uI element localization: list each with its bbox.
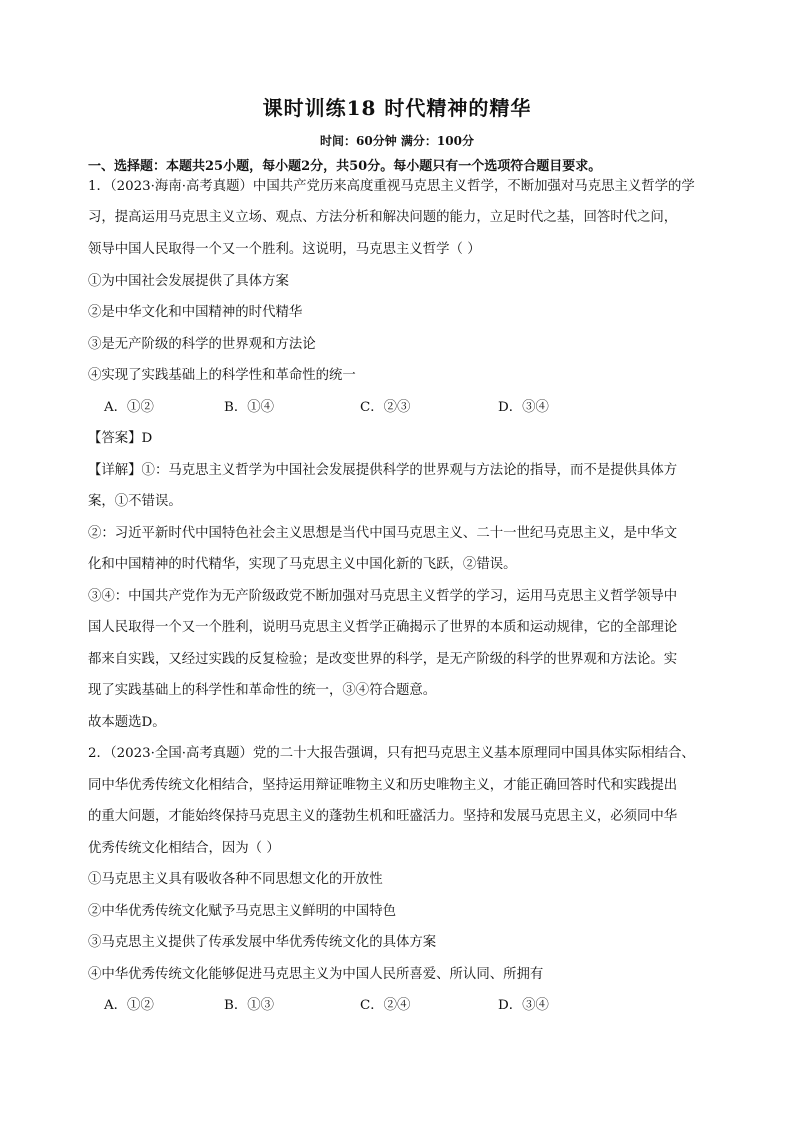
q2-option-c: C．②④ [360, 998, 411, 1013]
q1-detail-line: ②：习近平新时代中国特色社会主义思想是当代中国马克思主义、二十一世纪马克思主义，是中华文 [88, 526, 678, 541]
q1-option-d: D．③④ [498, 400, 549, 415]
q2-statement: ④中华优秀传统文化能够促进马克思主义为中国人民所喜爱、所认同、所拥有 [88, 967, 544, 982]
q1-statement: ④实现了实践基础上的科学性和革命性的统一 [88, 368, 356, 383]
page-title: 课时训练18 时代精神的精华 [262, 96, 532, 120]
q2-option-a: A．①② [104, 998, 154, 1013]
q1-statement: ①为中国社会发展提供了具体方案 [88, 274, 289, 289]
q1-statement: ②是中华文化和中国精神的时代精华 [88, 305, 303, 320]
q2-stem-line: 的重大问题，才能始终保持马克思主义的蓬勃生机和旺盛活力。坚持和发展马克思主义，必须同中华 [88, 809, 678, 824]
q1-stem-line: 1．（2023·海南·高考真题）中国共产党历来高度重视马克思主义哲学，不断加强对马克思主义哲学的学 [88, 179, 695, 194]
q1-detail-line: 【详解】①：马克思主义哲学为中国社会发展提供科学的世界观与方法论的指导，而不是提供具体方 [88, 463, 678, 478]
q1-option-b: B．①④ [224, 400, 275, 415]
q1-detail-line: 案，①不错误。 [88, 494, 182, 509]
q1-option-a: A．①② [104, 400, 154, 415]
q1-detail-line: 国人民取得一个又一个胜利，说明马克思主义哲学正确揭示了世界的本质和运动规律，它的全部理论 [88, 620, 678, 635]
q1-detail-line: 化和中国精神的时代精华，实现了马克思主义中国化新的飞跃，②错误。 [88, 557, 517, 572]
q1-option-c: C．②③ [360, 400, 411, 415]
q1-stem-line: 习，提高运用马克思主义立场、观点、方法分析和解决问题的能力，立足时代之基，回答时代之问， [88, 210, 678, 225]
q1-detail-line: ③④：中国共产党作为无产阶级政党不断加强对马克思主义哲学的学习，运用马克思主义哲学领导中 [88, 589, 678, 604]
q2-statement: ②中华优秀传统文化赋予马克思主义鲜明的中国特色 [88, 904, 396, 919]
q1-detail-line: 现了实践基础上的科学性和革命性的统一，③④符合题意。 [88, 683, 437, 698]
q1-statement: ③是无产阶级的科学的世界观和方法论 [88, 337, 316, 352]
q2-option-b: B．①③ [224, 998, 275, 1013]
q1-answer: 【答案】D [88, 431, 153, 446]
q1-detail-line: 都来自实践，又经过实践的反复检验；是改变世界的科学，是无产阶级的科学的世界观和方法论。实 [88, 652, 678, 667]
q2-stem-line: 优秀传统文化相结合，因为（ ） [88, 841, 280, 856]
q2-statement: ①马克思主义具有吸收各种不同思想文化的开放性 [88, 872, 383, 887]
exam-meta: 时间：60分钟 满分：100分 [320, 134, 474, 148]
q2-option-d: D．③④ [498, 998, 549, 1013]
section-heading: 一、选择题：本题共25小题，每小题2分，共50分。每小题只有一个选项符合题目要求。 [88, 159, 602, 174]
q2-stem-line: 同中华优秀传统文化相结合，坚持运用辩证唯物主义和历史唯物主义，才能正确回答时代和实践提出 [88, 778, 678, 793]
q2-stem-line: 2．（2023·全国·高考真题）党的二十大报告强调，只有把马克思主义基本原理同中国具体实际相结合、 [88, 746, 695, 761]
q1-detail-line: 故本题选D。 [88, 715, 166, 730]
q2-statement: ③马克思主义提供了传承发展中华优秀传统文化的具体方案 [88, 935, 437, 950]
q1-stem-line: 领导中国人民取得一个又一个胜利。这说明，马克思主义哲学（ ） [88, 242, 481, 257]
